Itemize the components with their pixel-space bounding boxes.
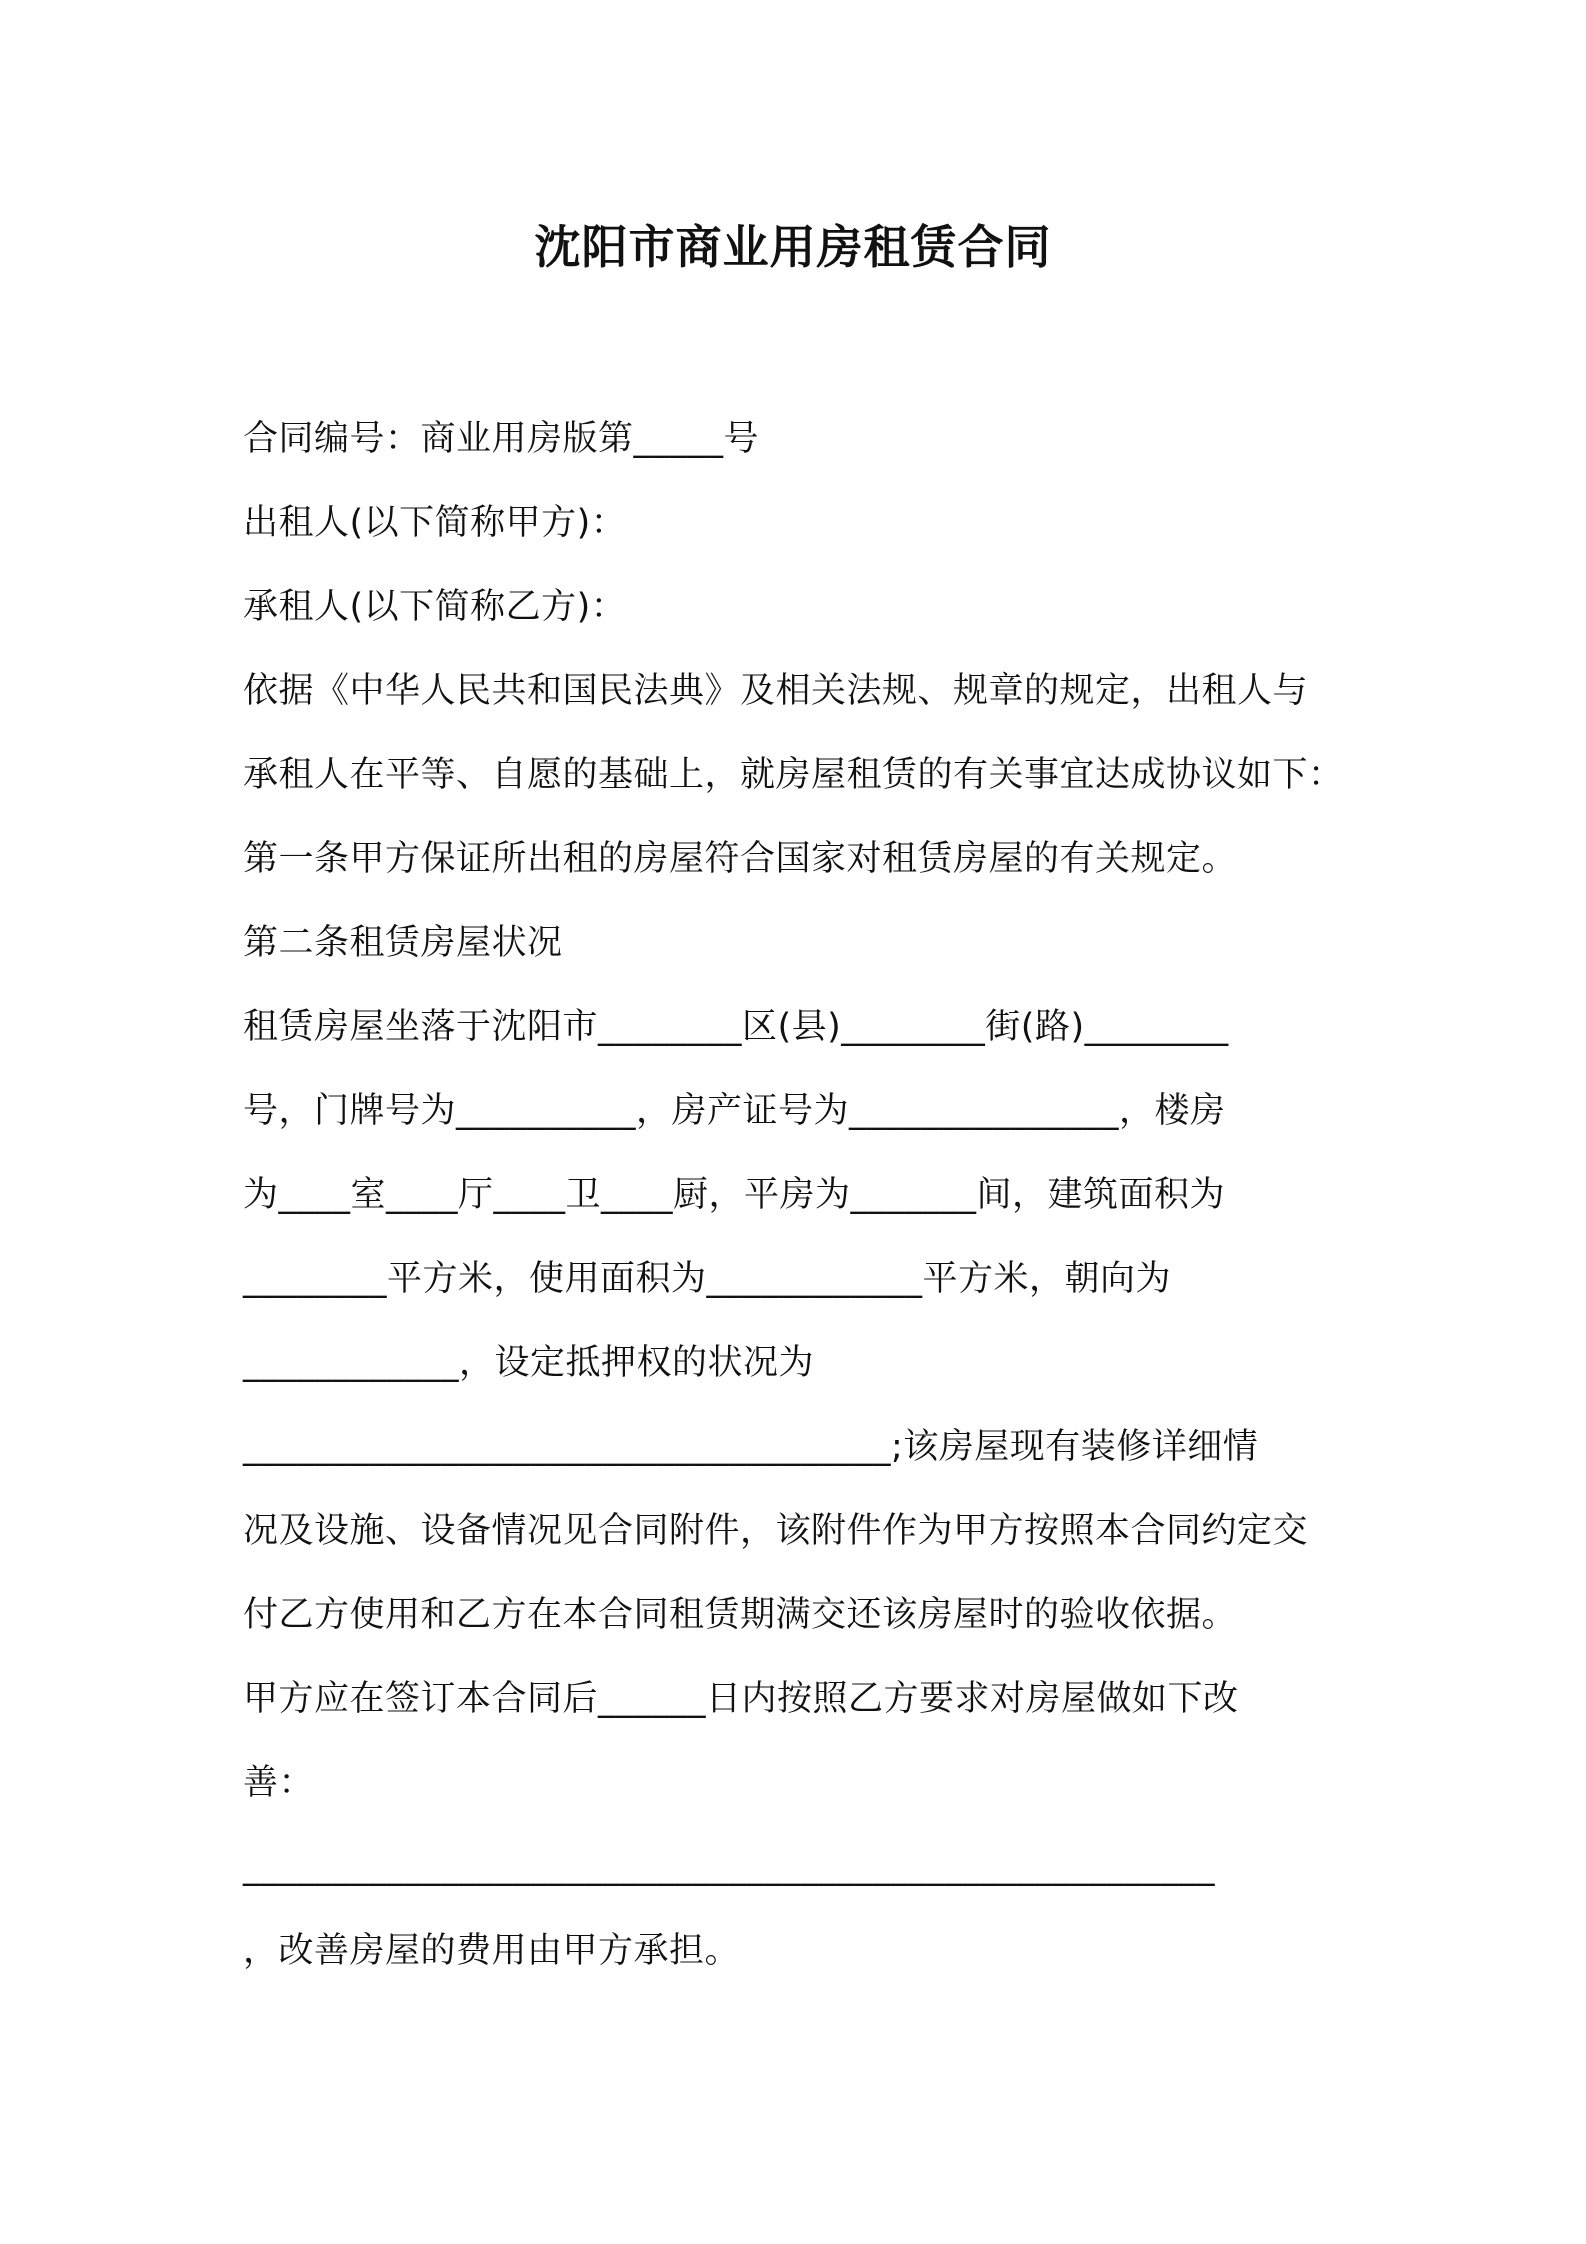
paragraph-line: 甲方应在签订本合同后______日内按照乙方要求对房屋做如下改: [243, 1679, 1239, 1719]
paragraph-line: 依据《中华人民共和国民法典》及相关法规、规章的规定，出租人与: [243, 671, 1309, 711]
article-one-line: 第一条甲方保证所出租的房屋符合国家对租赁房屋的有关规定。: [243, 839, 1238, 879]
paragraph-line: 为____室____厅____卫____厨，平房为_______间，建筑面积为: [243, 1175, 1226, 1215]
paragraph-line: 号，门牌号为__________，房产证号为_______________，楼房: [243, 1091, 1226, 1131]
document-title: 沈阳市商业用房租赁合同: [534, 220, 1052, 274]
article-two-heading: 第二条租赁房屋状况: [243, 923, 563, 963]
paragraph-line: 况及设施、设备情况见合同附件，该附件作为甲方按照本合同约定交: [243, 1511, 1309, 1551]
contract-number-line: 合同编号：商业用房版第_____号: [243, 419, 760, 459]
paragraph-line: ，改善房屋的费用由甲方承担。: [243, 1931, 741, 1971]
blank-line: ______________________________________________________: [243, 1847, 1215, 1887]
paragraph-line: 付乙方使用和乙方在本合同租赁期满交还该房屋时的验收依据。: [243, 1595, 1238, 1635]
paragraph-line: ____________，设定抵押权的状况为: [243, 1343, 815, 1383]
paragraph-line: 承租人在平等、自愿的基础上，就房屋租赁的有关事宜达成协议如下：: [243, 755, 1344, 795]
paragraph-line: 善：: [243, 1763, 315, 1803]
paragraph-line: ________平方米，使用面积为____________平方米，朝向为: [243, 1259, 1172, 1299]
lessee-line: 承租人(以下简称乙方)：: [243, 587, 627, 627]
paragraph-line: ____________________________________;该房屋现有装修详细情: [243, 1427, 1259, 1467]
lessor-line: 出租人(以下简称甲方)：: [243, 503, 627, 543]
paragraph-line: 租赁房屋坐落于沈阳市________区(县)________街(路)________: [243, 1007, 1229, 1047]
